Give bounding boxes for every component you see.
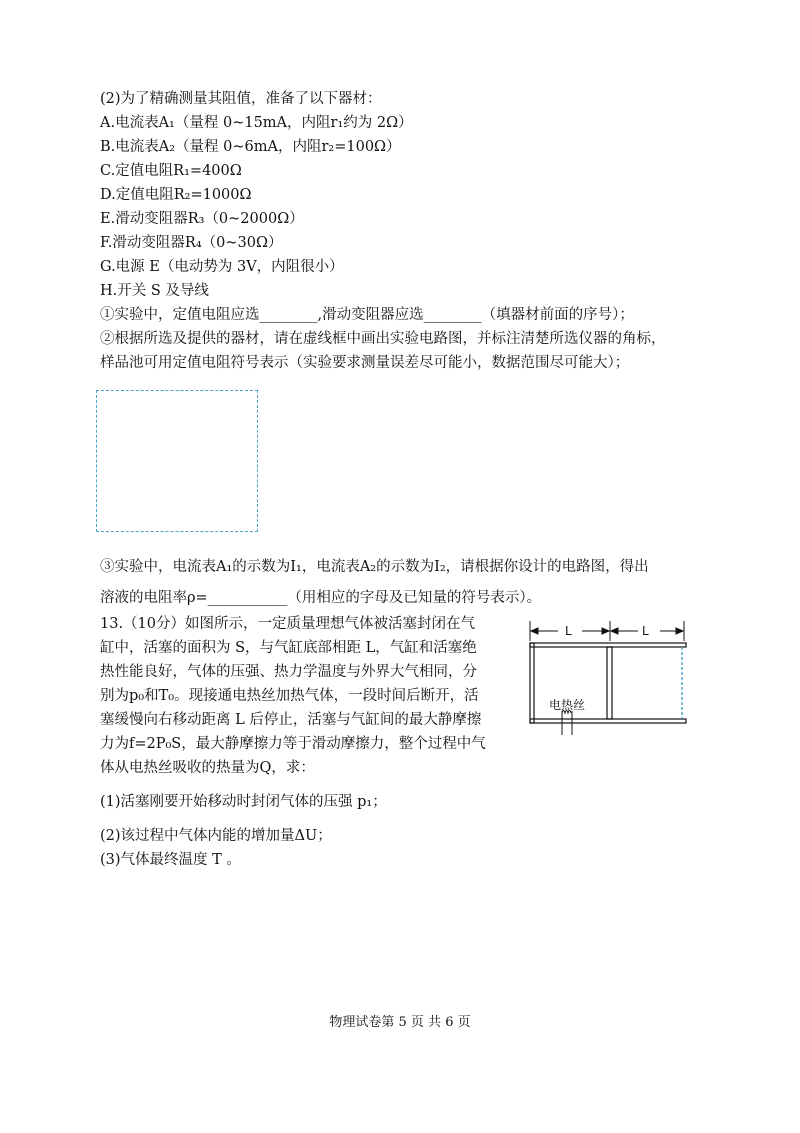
sub-question-2-line2: 样品池可用定值电阻符号表示（实验要求测量误差尽可能小，数据范围尽可能大）； <box>100 355 630 371</box>
question-13-part-3: (3)气体最终温度 T 。 <box>100 852 241 868</box>
question-13-line7: 体从电热丝吸收的热量为Q，求： <box>100 760 315 776</box>
heater-label: 电热丝 <box>549 698 586 712</box>
option-b: B.电流表A₂（量程 0~6mA，内阻r₂=100Ω） <box>100 139 401 155</box>
option-a: A.电流表A₁（量程 0~15mA，内阻r₁约为 2Ω） <box>100 115 413 131</box>
question-13-line5: 塞缓慢向右移动距离 L 后停止，活塞与气缸间的最大静摩擦 <box>100 712 482 728</box>
question-13-line2: 缸中，活塞的面积为 S，与气缸底部相距 L，气缸和活塞绝 <box>100 640 477 656</box>
option-g: G.电源 E（电动势为 3V，内阻很小） <box>100 259 344 275</box>
question-13-line6: 力为f=2P₀S，最大静摩擦力等于滑动摩擦力，整个过程中气 <box>100 736 486 752</box>
question-13-part-1: (1)活塞刚要开始移动时封闭气体的压强 p₁； <box>100 794 387 810</box>
question-13-line4: 别为p₀和T₀。现接通电热丝加热气体，一段时间后断开，活 <box>100 688 479 704</box>
option-h: H.开关 S 及导线 <box>100 283 209 299</box>
sub-question-3-line2: 溶液的电阻率ρ=___________（用相应的字母及已知量的符号表示）。 <box>100 590 542 606</box>
question-13-part-2: (2)该过程中气体内能的增加量ΔU； <box>100 828 332 844</box>
sub-question-3-line1: ③实验中，电流表A₁的示数为I₁，电流表A₂的示数为I₂，请根据你设计的电路图，得出 <box>100 559 649 575</box>
option-d: D.定值电阻R₂=1000Ω <box>100 187 252 203</box>
page-footer: 物理试卷第 5 页 共 6 页 <box>329 1015 471 1030</box>
question-13-line3: 热性能良好，气体的压强、热力学温度与外界大气相同，分 <box>100 664 477 680</box>
piston <box>607 647 612 719</box>
option-f: F.滑动变阻器R₄（0~30Ω） <box>100 235 283 251</box>
option-e: E.滑动变阻器R₃（0~2000Ω） <box>100 211 304 227</box>
option-c: C.定值电阻R₁=400Ω <box>100 163 242 179</box>
question-2-heading: (2)为了精确测量其阻值，准备了以下器材： <box>100 91 382 107</box>
dimension-markers <box>530 621 684 641</box>
dimension-label-right: L <box>642 624 649 638</box>
question-13-line1: 13.（10分）如图所示，一定质量理想气体被活塞封闭在气 <box>100 616 476 632</box>
dimension-label-left: L <box>565 624 572 638</box>
circuit-drawing-box[interactable] <box>96 390 258 532</box>
sub-question-2-line1: ②根据所选及提供的器材，请在虚线框中画出实验电路图，并标注清楚所选仪器的角标， <box>100 331 666 347</box>
cylinder-figure <box>518 617 702 745</box>
sub-question-1: ①实验中，定值电阻应选________,滑动变阻器应选________（填器材前面的序号）； <box>100 307 634 323</box>
